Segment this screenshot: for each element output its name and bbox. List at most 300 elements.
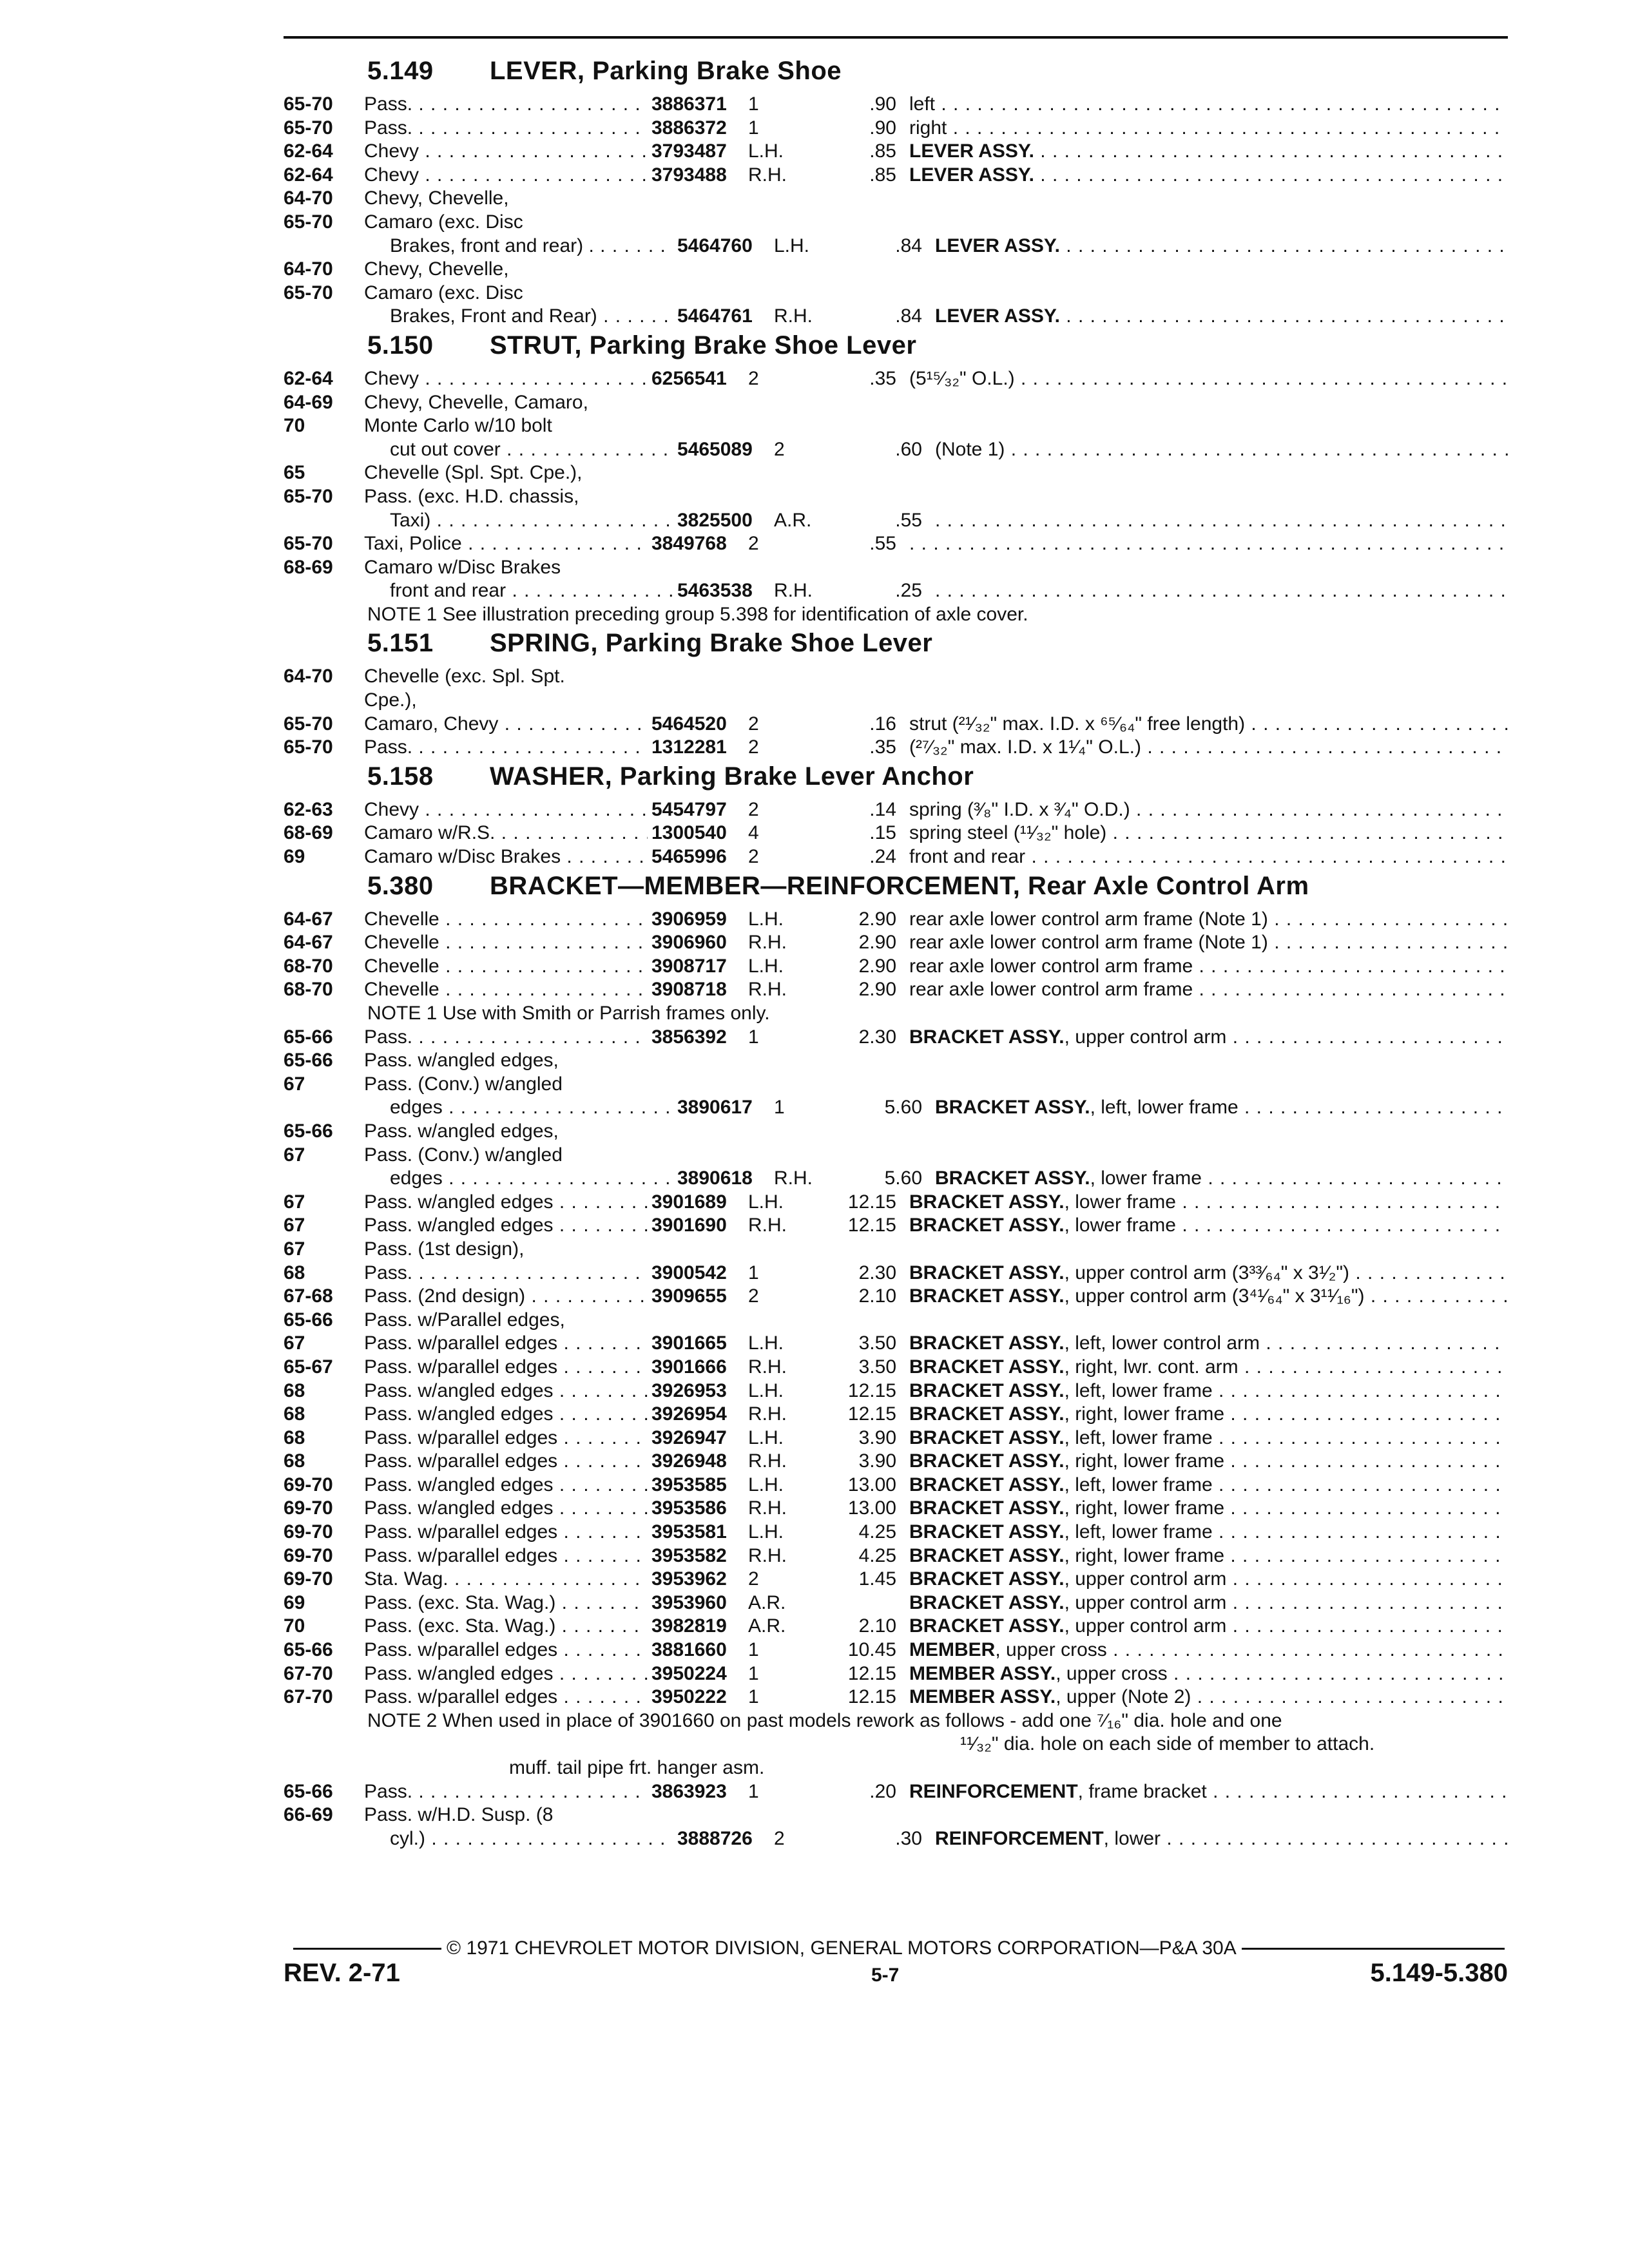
- parts-row: [284, 164, 1508, 187]
- price: 3.90: [858, 1450, 896, 1472]
- description-bold: BRACKET ASSY.: [909, 1521, 1065, 1543]
- part-number: 3953962: [651, 1568, 727, 1590]
- parts-row: [284, 414, 1508, 438]
- section-note: NOTE 1 Use with Smith or Parrish frames only.: [367, 1003, 770, 1024]
- quantity: R.H.: [748, 1356, 787, 1378]
- catalog-section: [284, 331, 1508, 627]
- part-number: 3950224: [651, 1662, 727, 1684]
- parts-row: [284, 931, 1508, 955]
- description: [909, 1332, 1508, 1356]
- part-number: 6256541: [651, 367, 727, 389]
- description: [909, 117, 1508, 140]
- parts-row: [284, 461, 1508, 485]
- quantity: A.R.: [748, 1591, 786, 1613]
- model-years: 65-70: [284, 211, 333, 233]
- application: Pass. w/angled edges,: [364, 1120, 559, 1142]
- parts-row: [284, 665, 1508, 689]
- quantity: 1: [748, 1780, 759, 1802]
- description: [909, 1214, 1508, 1238]
- part-number: 5464760: [677, 235, 753, 256]
- model-years: 67-68: [284, 1285, 333, 1307]
- quantity: 2: [748, 798, 759, 820]
- part-number: 3901665: [651, 1332, 727, 1354]
- description-text: , lower: [1103, 1827, 1161, 1849]
- parts-row: [284, 187, 1508, 211]
- model-years: 67: [284, 1191, 305, 1213]
- part-number: 3926954: [651, 1403, 727, 1425]
- part-number: 3793488: [651, 164, 727, 186]
- parts-row: [284, 258, 1508, 282]
- application: Pass. (exc. Sta. Wag.) . . .: [364, 1615, 648, 1639]
- parts-row: [284, 1049, 1508, 1073]
- application: Chevy, Chevelle, Camaro,: [364, 391, 588, 413]
- price: 1.45: [858, 1568, 896, 1590]
- description-bold: BRACKET ASSY.: [909, 1262, 1065, 1283]
- model-years: 69-70: [284, 1497, 333, 1519]
- application: Pass. (exc. H.D. chassis,: [364, 485, 579, 507]
- application: Monte Carlo w/10 bolt: [364, 415, 552, 437]
- description-text: , lower frame: [1064, 1215, 1176, 1236]
- description-text: (Note 1): [935, 438, 1005, 460]
- part-number: 3953586: [651, 1497, 727, 1519]
- part-number: 3900542: [651, 1262, 727, 1283]
- application: Pass. w/angled edges . . .: [364, 1662, 648, 1686]
- price: 3.90: [858, 1427, 896, 1448]
- description-bold: BRACKET ASSY.: [909, 1332, 1065, 1354]
- description-text: strut (²¹⁄₃₂" max. I.D. x ⁶⁵⁄₆₄" free length): [909, 713, 1246, 735]
- parts-row: [284, 1167, 1508, 1191]
- application: cyl.) . . .: [364, 1827, 673, 1851]
- quantity: 2: [748, 846, 759, 868]
- model-years: 65-70: [284, 736, 333, 758]
- description: [909, 1379, 1508, 1403]
- part-number: 3825500: [677, 509, 753, 531]
- description-text: , upper control arm (3³³⁄₆₄" x 3¹⁄₂"): [1064, 1262, 1350, 1283]
- parts-row: [284, 1591, 1508, 1615]
- quantity: R.H.: [748, 1450, 787, 1472]
- model-years: 67: [284, 1332, 305, 1354]
- part-number: 5465996: [651, 846, 727, 868]
- quantity: 2: [774, 438, 785, 460]
- description-bold: BRACKET ASSY.: [909, 1427, 1065, 1448]
- description: [909, 713, 1508, 736]
- model-years: 67: [284, 1238, 305, 1260]
- parts-row: [284, 1474, 1508, 1497]
- part-number: 1312281: [651, 736, 727, 758]
- parts-row: [284, 1521, 1508, 1544]
- application: Chevelle . . .: [364, 978, 648, 1002]
- part-number: 3906959: [651, 908, 727, 930]
- model-years: 64-67: [284, 932, 333, 954]
- quantity: L.H.: [748, 1474, 784, 1495]
- application: Pass. w/angled edges . . .: [364, 1214, 648, 1238]
- part-number: 5465089: [677, 438, 753, 460]
- description-text: rear axle lower control arm frame (Note 1): [909, 908, 1268, 930]
- part-number: 3886371: [651, 93, 727, 115]
- parts-row: [284, 689, 1508, 713]
- quantity: 2: [748, 1568, 759, 1590]
- part-number: 3901666: [651, 1356, 727, 1378]
- part-number: 3886372: [651, 117, 727, 139]
- price: .55: [869, 533, 896, 555]
- quantity: 2: [748, 367, 759, 389]
- model-years: 65-66: [284, 1309, 333, 1331]
- footer-revision: REV. 2-71: [284, 1959, 400, 1987]
- model-years: 67: [284, 1215, 305, 1236]
- parts-row: [284, 509, 1508, 533]
- description: [909, 532, 1508, 556]
- quantity: L.H.: [748, 140, 784, 162]
- part-number: 3982819: [651, 1615, 727, 1637]
- description: [909, 978, 1508, 1002]
- description: [909, 798, 1508, 822]
- parts-row: [284, 736, 1508, 760]
- description: [909, 1686, 1508, 1709]
- parts-row: [284, 1144, 1508, 1168]
- model-years: 65-66: [284, 1780, 333, 1802]
- description-text: , upper control arm: [1064, 1026, 1227, 1048]
- description: [909, 1639, 1508, 1662]
- quantity: R.H.: [748, 932, 787, 954]
- catalog-section: [284, 762, 1508, 869]
- description: [909, 1568, 1508, 1591]
- application: front and rear . . .: [364, 579, 673, 603]
- model-years: 68: [284, 1379, 305, 1401]
- footer-group-range: 5.149-5.380: [1370, 1959, 1508, 1987]
- part-number: 1300540: [651, 822, 727, 844]
- price: 13.00: [847, 1474, 896, 1495]
- application: Cpe.),: [364, 689, 417, 711]
- model-years: 66-69: [284, 1804, 333, 1826]
- description: [909, 1403, 1508, 1427]
- quantity: R.H.: [748, 1497, 787, 1519]
- model-years: 68-69: [284, 822, 333, 844]
- model-years: 65-70: [284, 533, 333, 555]
- parts-row: [284, 235, 1508, 258]
- application: Pass. (1st design),: [364, 1238, 525, 1260]
- model-years: 65-70: [284, 117, 333, 139]
- quantity: L.H.: [748, 1191, 784, 1213]
- price: .90: [869, 117, 896, 139]
- model-years: 69-70: [284, 1474, 333, 1495]
- footer-rule-right: [1242, 1948, 1505, 1950]
- description-text: , left, lower control arm: [1064, 1332, 1260, 1354]
- quantity: 1: [748, 1262, 759, 1283]
- model-years: 62-64: [284, 164, 333, 186]
- quantity: 1: [774, 1097, 785, 1119]
- parts-row: [284, 978, 1508, 1002]
- parts-row: [284, 1639, 1508, 1662]
- part-number: 5464520: [651, 713, 727, 735]
- price: 4.25: [858, 1521, 896, 1543]
- application: Chevy, Chevelle,: [364, 258, 509, 280]
- part-number: 3890617: [677, 1097, 753, 1119]
- model-years: 68-70: [284, 955, 333, 977]
- price: 12.15: [847, 1215, 896, 1236]
- parts-row: [284, 438, 1508, 462]
- parts-row: [284, 1803, 1508, 1827]
- description-bold: BRACKET ASSY.: [909, 1450, 1065, 1472]
- application: Brakes, front and rear) . . . .: [364, 235, 673, 258]
- description: [909, 1521, 1508, 1544]
- parts-row: [284, 1262, 1508, 1285]
- part-number: 3908717: [651, 955, 727, 977]
- footer-copyright: © 1971 CHEVROLET MOTOR DIVISION, GENERAL MOTORS CORPORATION—P&A 30A: [447, 1937, 1237, 1959]
- description-bold: MEMBER: [909, 1639, 996, 1661]
- description-bold: BRACKET ASSY.: [909, 1591, 1065, 1613]
- application: edges . . .: [364, 1167, 673, 1191]
- description-bold: REINFORCEMENT: [909, 1780, 1078, 1802]
- part-number: 3881660: [651, 1639, 727, 1661]
- quantity: 1: [748, 1686, 759, 1708]
- quantity: L.H.: [748, 955, 784, 977]
- price: .24: [869, 846, 896, 868]
- model-years: 69-70: [284, 1521, 333, 1543]
- application: Pass. w/Parallel edges,: [364, 1309, 565, 1331]
- section-note: NOTE 1 See illustration preceding group 5.398 for identification of axle cover.: [367, 603, 1028, 625]
- model-years: 65-70: [284, 713, 333, 735]
- application: Pass. w/parallel edges . . .: [364, 1332, 648, 1356]
- description: [909, 1356, 1508, 1379]
- price: 5.60: [884, 1168, 922, 1189]
- description: [909, 845, 1508, 869]
- model-years: 68-69: [284, 556, 333, 578]
- quantity: 1: [748, 1662, 759, 1684]
- description-text: right: [909, 117, 947, 139]
- price: .15: [869, 822, 896, 844]
- footer-rule-left: [293, 1948, 441, 1950]
- part-number: 3890618: [677, 1168, 753, 1189]
- section-heading: [284, 331, 1508, 367]
- price: 12.15: [847, 1191, 896, 1213]
- description: [935, 579, 1508, 603]
- model-years: 69-70: [284, 1544, 333, 1566]
- parts-row: [284, 579, 1508, 603]
- description-bold: LEVER ASSY.: [935, 305, 1060, 327]
- description-text: , lower frame: [1064, 1191, 1176, 1213]
- description: [935, 438, 1508, 462]
- parts-row: [284, 1214, 1508, 1238]
- parts-row: [284, 1026, 1508, 1050]
- top-rule: [284, 36, 1508, 39]
- application: Chevy . . .: [364, 164, 648, 187]
- description: [909, 1780, 1508, 1804]
- section-heading: [284, 762, 1508, 798]
- parts-row: [284, 713, 1508, 736]
- model-years: 64-69: [284, 391, 333, 413]
- description-bold: MEMBER ASSY.: [909, 1662, 1056, 1684]
- section-number: 5.151: [367, 629, 434, 658]
- description-bold: BRACKET ASSY.: [909, 1026, 1065, 1048]
- part-number: 3856392: [651, 1026, 727, 1048]
- parts-row: [284, 140, 1508, 164]
- description: [909, 1026, 1508, 1050]
- price: .30: [895, 1827, 922, 1849]
- catalog-section: [284, 57, 1508, 329]
- description-bold: BRACKET ASSY.: [909, 1474, 1065, 1495]
- price: 12.15: [847, 1662, 896, 1684]
- application: Camaro w/R.S. . . .: [364, 822, 648, 845]
- section-title: BRACKET—MEMBER—REINFORCEMENT, Rear Axle Control Arm: [490, 871, 1309, 900]
- model-years: 62-64: [284, 367, 333, 389]
- model-years: 65-70: [284, 93, 333, 115]
- parts-row: [284, 1427, 1508, 1450]
- part-number: 3901689: [651, 1191, 727, 1213]
- price: .20: [869, 1780, 896, 1802]
- description-bold: BRACKET ASSY.: [909, 1615, 1065, 1637]
- price: 3.50: [858, 1356, 896, 1378]
- model-years: 64-67: [284, 908, 333, 930]
- section-number: 5.150: [367, 331, 434, 360]
- part-number: 3926948: [651, 1450, 727, 1472]
- parts-row: [284, 1379, 1508, 1403]
- parts-row: [284, 1827, 1508, 1851]
- part-number: 3953960: [651, 1591, 727, 1613]
- model-years: 68: [284, 1427, 305, 1448]
- description-text: spring steel (¹¹⁄₃₂" hole): [909, 822, 1107, 844]
- description-bold: BRACKET ASSY.: [909, 1403, 1065, 1425]
- description: [909, 908, 1508, 932]
- description: [909, 1662, 1508, 1686]
- section-number: 5.380: [367, 871, 434, 900]
- parts-row: [284, 1332, 1508, 1356]
- parts-row: [284, 908, 1508, 932]
- description-text: rear axle lower control arm frame (Note 1): [909, 932, 1268, 954]
- description-bold: BRACKET ASSY.: [909, 1544, 1065, 1566]
- parts-row: [284, 1120, 1508, 1144]
- price: 12.15: [847, 1403, 896, 1425]
- quantity: R.H.: [748, 979, 787, 1001]
- description-text: , upper control arm: [1064, 1591, 1227, 1613]
- part-number: 5464761: [677, 305, 753, 327]
- section-heading: [284, 872, 1508, 908]
- quantity: R.H.: [748, 1403, 787, 1425]
- parts-row: [284, 1686, 1508, 1709]
- parts-row: [284, 485, 1508, 509]
- price: .90: [869, 93, 896, 115]
- model-years: 65-66: [284, 1026, 333, 1048]
- section-note: muff. tail pipe frt. hanger asm.: [509, 1757, 765, 1778]
- part-number: 3953581: [651, 1521, 727, 1543]
- price: 10.45: [847, 1639, 896, 1661]
- section-heading: [284, 57, 1508, 93]
- description-text: , right, lower frame: [1064, 1497, 1225, 1519]
- description: [909, 1615, 1508, 1639]
- price: 2.90: [858, 908, 896, 930]
- description-bold: BRACKET ASSY.: [909, 1379, 1065, 1401]
- description-bold: LEVER ASSY.: [935, 235, 1060, 256]
- section-note: NOTE 2 When used in place of 3901660 on past models rework as follows - add one ⁷⁄₁₆" dia. hole and one: [367, 1709, 1282, 1731]
- application: Pass. . . .: [364, 736, 648, 760]
- description-text: (²⁷⁄₃₂" max. I.D. x 1¹⁄₄" O.L.): [909, 736, 1141, 758]
- parts-row: [284, 367, 1508, 391]
- quantity: 2: [748, 533, 759, 555]
- description: [909, 736, 1508, 760]
- parts-row: [284, 117, 1508, 140]
- model-years: 68: [284, 1403, 305, 1425]
- quantity: L.H.: [748, 1521, 784, 1543]
- section-title: SPRING, Parking Brake Shoe Lever: [490, 629, 933, 658]
- application: Chevelle (exc. Spl. Spt.: [364, 666, 565, 687]
- parts-row: [284, 1780, 1508, 1804]
- price: .35: [869, 736, 896, 758]
- description-bold: BRACKET ASSY.: [909, 1356, 1065, 1378]
- description-bold: BRACKET ASSY.: [935, 1097, 1090, 1119]
- description-text: , frame bracket: [1077, 1780, 1207, 1802]
- model-years: 62-64: [284, 140, 333, 162]
- application: Pass. (Conv.) w/angled: [364, 1073, 563, 1095]
- description-bold: BRACKET ASSY.: [909, 1215, 1065, 1236]
- model-years: 67-70: [284, 1686, 333, 1708]
- part-number: 3908718: [651, 979, 727, 1001]
- parts-row: [284, 845, 1508, 869]
- description-text: , upper control arm: [1064, 1615, 1227, 1637]
- quantity: 1: [748, 117, 759, 139]
- application: Pass. (Conv.) w/angled: [364, 1144, 563, 1166]
- price: .25: [895, 580, 922, 602]
- parts-row: [284, 1662, 1508, 1686]
- description-text: (5¹⁵⁄₃₂" O.L.): [909, 367, 1015, 389]
- part-number: 3888726: [677, 1827, 753, 1849]
- application: Chevy, Chevelle,: [364, 187, 509, 209]
- application: Pass. (2nd design) . . .: [364, 1285, 648, 1309]
- model-years: 65-66: [284, 1639, 333, 1661]
- model-years: 69-70: [284, 1568, 333, 1590]
- application: cut out cover . . .: [364, 438, 673, 462]
- section-number: 5.158: [367, 762, 434, 791]
- price: 2.30: [858, 1026, 896, 1048]
- application: Pass. w/angled edges,: [364, 1050, 559, 1072]
- application: Taxi) . . .: [364, 509, 673, 533]
- quantity: 2: [748, 736, 759, 758]
- description-text: , right, lower frame: [1064, 1450, 1225, 1472]
- model-years: 64-70: [284, 258, 333, 280]
- application: Pass. w/parallel edges . . .: [364, 1427, 648, 1450]
- description-text: , left, lower frame: [1090, 1097, 1239, 1119]
- application: Pass. w/angled edges . . .: [364, 1379, 648, 1403]
- description-text: , upper control arm: [1064, 1568, 1227, 1590]
- application: Camaro w/Disc Brakes . . .: [364, 845, 648, 869]
- price: 5.60: [884, 1097, 922, 1119]
- section-title: STRUT, Parking Brake Shoe Lever: [490, 331, 917, 360]
- application: Brakes, Front and Rear) . . .: [364, 305, 673, 329]
- description: [909, 1591, 1508, 1615]
- application: Pass. w/parallel edges . . .: [364, 1521, 648, 1544]
- quantity: R.H.: [748, 1215, 787, 1236]
- quantity: R.H.: [748, 164, 787, 186]
- application: Camaro w/Disc Brakes: [364, 556, 561, 578]
- price: 13.00: [847, 1497, 896, 1519]
- part-number: 3953582: [651, 1544, 727, 1566]
- description: [909, 1450, 1508, 1474]
- quantity: L.H.: [748, 1427, 784, 1448]
- description-text: , right, lower frame: [1064, 1403, 1225, 1425]
- application: Sta. Wag. . . .: [364, 1568, 648, 1591]
- price: .55: [895, 509, 922, 531]
- section-number: 5.149: [367, 57, 434, 85]
- parts-row: [284, 1615, 1508, 1639]
- application: Chevelle . . .: [364, 931, 648, 955]
- price: .85: [869, 140, 896, 162]
- description-bold: MEMBER ASSY.: [909, 1686, 1056, 1708]
- application: Chevelle . . .: [364, 955, 648, 979]
- price: 12.15: [847, 1379, 896, 1401]
- description-bold: BRACKET ASSY.: [909, 1497, 1065, 1519]
- parts-row: [284, 955, 1508, 979]
- description: [909, 1497, 1508, 1521]
- description-text: rear axle lower control arm frame: [909, 955, 1193, 977]
- parts-row: [284, 305, 1508, 329]
